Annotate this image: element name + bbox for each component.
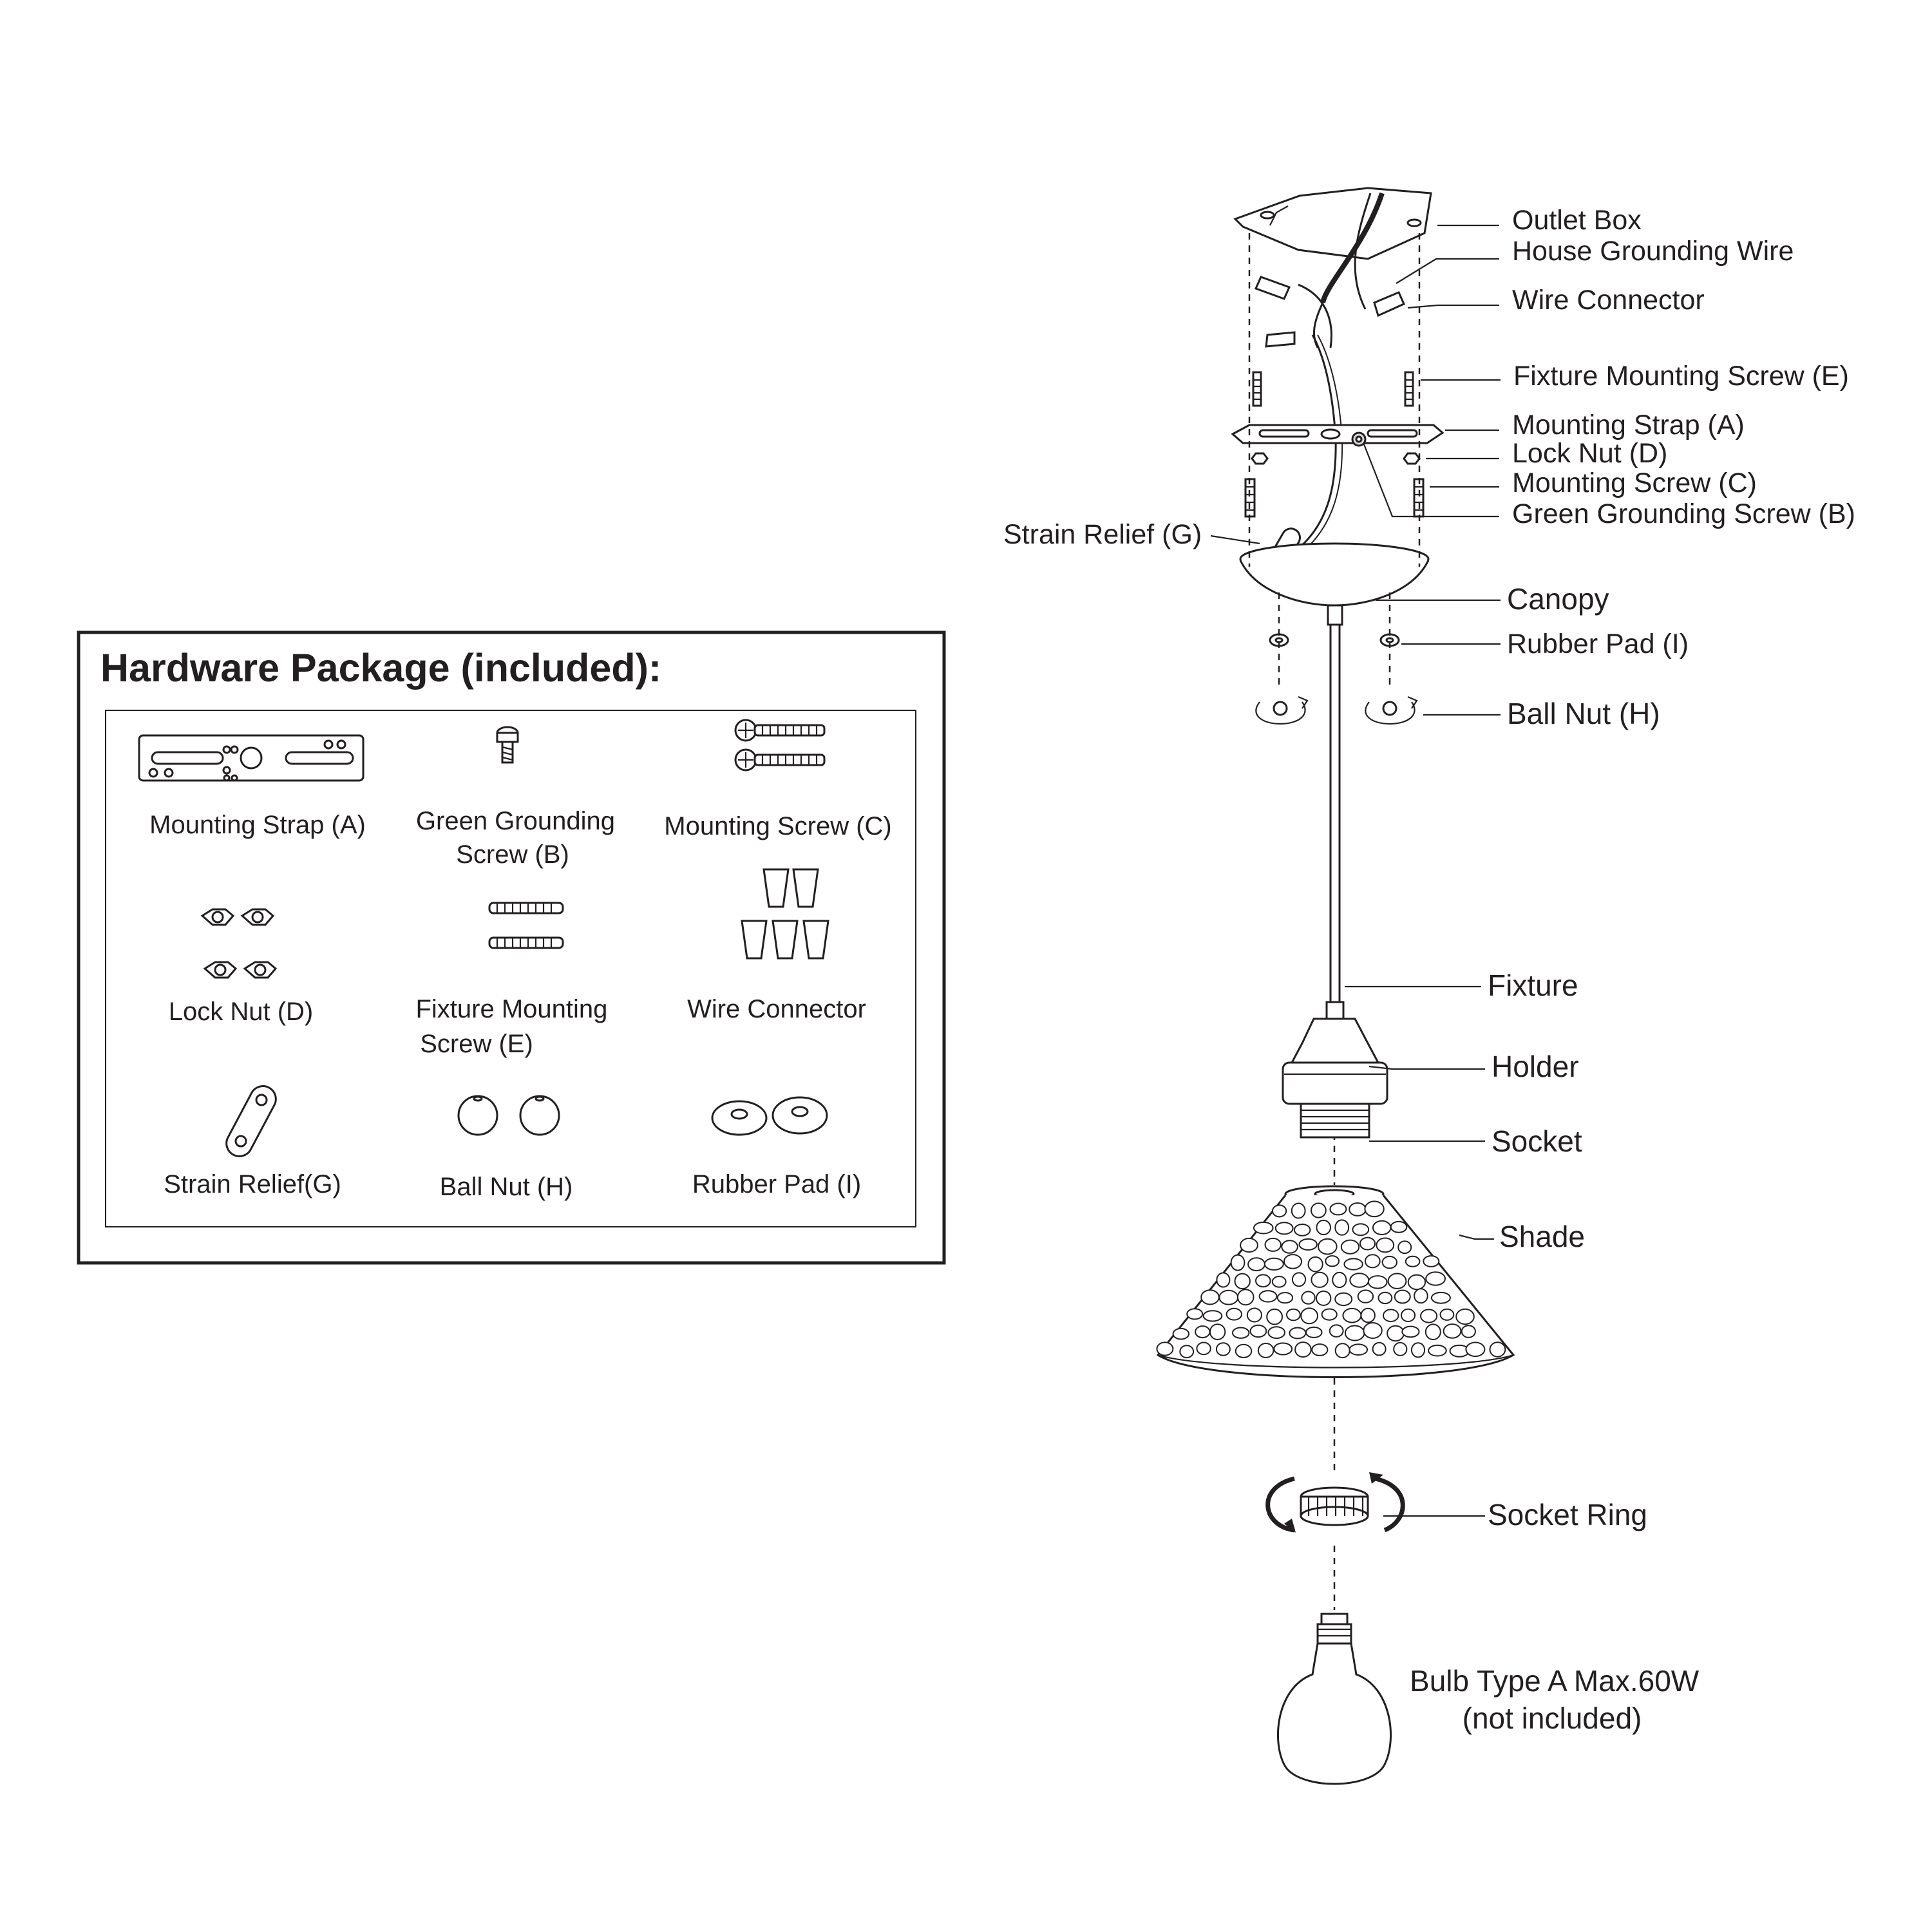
shade-pebble: [1368, 1276, 1387, 1288]
shade-pebble: [1292, 1204, 1305, 1218]
shade-pebble: [1254, 1222, 1273, 1234]
shade-pebble: [1332, 1273, 1346, 1287]
shade-pebble: [1236, 1345, 1252, 1358]
shade-pebble: [1284, 1255, 1302, 1269]
shade-pebble: [1274, 1343, 1292, 1355]
shade-pebble: [1383, 1256, 1397, 1268]
lock-nut-label: Lock Nut (D): [168, 998, 314, 1026]
green-grounding-screw-callout: Green Grounding Screw (B): [1512, 498, 1855, 529]
shade-pebble: [1273, 1205, 1286, 1217]
shade-pebble: [1373, 1221, 1391, 1235]
shade-pebble: [1248, 1258, 1265, 1271]
socket-icon: [1301, 1104, 1369, 1137]
mounting-screw-icon: [735, 720, 824, 770]
shade-pebble: [1391, 1222, 1407, 1233]
mounting-screw-icon: [1245, 479, 1423, 516]
shade-pebble: [1173, 1329, 1189, 1340]
shade-pebble: [1466, 1343, 1484, 1357]
shade-pebble: [1344, 1258, 1362, 1269]
shade-pebble: [1336, 1343, 1350, 1358]
socket-ring-icon: [1268, 1472, 1403, 1533]
holder-callout: Holder: [1492, 1050, 1579, 1083]
shade-pebble: [1240, 1238, 1258, 1252]
strain-relief-label: Strain Relief(G): [164, 1170, 341, 1198]
shade-pebble: [1204, 1311, 1222, 1321]
outlet-box-icon: [1235, 188, 1431, 259]
house-grounding-wire-label: House Grounding Wire: [1512, 236, 1794, 267]
wire-connector-callout: Wire Connector: [1512, 285, 1705, 316]
fixture-mounting-screw-callout: Fixture Mounting Screw (E): [1513, 361, 1849, 392]
shade-pebble: [1444, 1324, 1461, 1338]
shade-pebble: [1421, 1309, 1437, 1322]
shade-pebble: [1387, 1326, 1404, 1341]
shade-pebble: [1295, 1342, 1311, 1357]
fixture-stem-icon: [1327, 625, 1343, 1019]
shade-pebble: [1395, 1291, 1410, 1303]
shade-pebble: [1341, 1240, 1359, 1254]
shade-pebble: [1301, 1308, 1318, 1323]
shade-pebble: [1231, 1255, 1245, 1271]
mounting-screw-label: Mounting Screw (C): [664, 812, 892, 840]
green-grounding-screw-icon: [497, 727, 518, 762]
shade-pebble: [1238, 1289, 1254, 1305]
shade-pebble: [1361, 1309, 1375, 1323]
mounting-strap-callout: Mounting Strap (A): [1512, 410, 1745, 440]
shade-pebble: [1227, 1309, 1242, 1320]
shade-pebble: [1219, 1291, 1238, 1305]
shade-pebble: [1197, 1343, 1210, 1355]
shade-pebble: [1373, 1343, 1386, 1356]
shade-pebble: [1201, 1290, 1219, 1304]
shade-pebble: [1276, 1222, 1293, 1234]
shade-pebble: [1365, 1201, 1383, 1217]
shade-pebble: [1247, 1309, 1262, 1322]
shade-pebble: [1376, 1238, 1394, 1253]
shade-pebble: [1260, 1291, 1277, 1302]
mounting-screw-callout: Mounting Screw (C): [1512, 468, 1757, 498]
shade-pebble: [1289, 1328, 1305, 1339]
shade-pebble: [1273, 1276, 1286, 1287]
shade-pebble: [1365, 1255, 1380, 1267]
green-grounding-screw-label: Green Grounding Screw (B): [415, 807, 615, 869]
bulb-icon: [1278, 1614, 1390, 1784]
shade-pebble: [1363, 1323, 1381, 1338]
strain-relief-icon: [222, 1082, 281, 1161]
shade-pebble: [1402, 1327, 1419, 1338]
shade-pebble: [1414, 1289, 1428, 1303]
rubber-pad-icon: [712, 1097, 827, 1135]
supply-wire: [1292, 335, 1336, 554]
shade-pebble: [1330, 1325, 1343, 1336]
shade-pebble: [1408, 1275, 1425, 1290]
mounting-strap-icon: [1233, 425, 1443, 443]
shade-pebble: [1426, 1272, 1445, 1285]
shade-pebble: [1330, 1204, 1346, 1215]
lock-nut-callout: Lock Nut (D): [1512, 438, 1668, 469]
shade-pebble: [1316, 1220, 1331, 1235]
shade-pebble: [1300, 1239, 1317, 1250]
fixture-mounting-screw-icon: [489, 903, 563, 948]
shade-pebble: [1311, 1203, 1326, 1217]
shade-pebble: [1293, 1273, 1305, 1286]
shade-pebble: [1426, 1324, 1441, 1340]
shade-pebble: [1423, 1256, 1439, 1267]
rubber-pad-icon: [1270, 634, 1399, 646]
hardware-package-panel: [79, 632, 944, 1263]
shade-pebble: [1490, 1342, 1506, 1356]
hardware-package-title: Hardware Package (included):: [100, 646, 662, 690]
shade-pebble: [1358, 1290, 1373, 1302]
ball-nut-label: Ball Nut (H): [439, 1173, 573, 1201]
shade-pebble: [1311, 1273, 1327, 1287]
shade-pebble: [1318, 1239, 1337, 1255]
shade-pebble: [1406, 1256, 1420, 1267]
shade-pebble: [1302, 1292, 1314, 1304]
shade-pebble: [1379, 1293, 1392, 1303]
shade-pebble: [1309, 1257, 1323, 1272]
shade-pebble: [1360, 1238, 1375, 1250]
shade-pebble: [1278, 1293, 1293, 1303]
wire-connector-icon: [742, 869, 828, 958]
wire-connector-label: Wire Connector: [687, 995, 866, 1023]
strain-relief-callout: Strain Relief (G): [1003, 519, 1202, 550]
shade-pebble: [1383, 1309, 1398, 1321]
canopy-callout: Canopy: [1507, 582, 1609, 616]
shade-pebble: [1462, 1325, 1475, 1338]
shade-pebble: [1388, 1274, 1406, 1289]
shade-pebble: [1456, 1309, 1474, 1324]
holder-icon: [1283, 1019, 1387, 1104]
shade-pebble: [1267, 1309, 1282, 1325]
fixture-mounting-screw-label: Fixture Mounting Screw (E): [415, 995, 608, 1058]
mounting-strap-label: Mounting Strap (A): [149, 811, 366, 839]
shade-pebble: [1322, 1309, 1337, 1320]
shade-pebble: [1345, 1326, 1365, 1341]
shade-pebble: [1398, 1241, 1411, 1253]
ball-nut-icon: [459, 1096, 559, 1135]
rubber-pad-label: Rubber Pad (I): [692, 1170, 862, 1198]
shade-pebble: [1233, 1328, 1249, 1338]
green-grounding-screw-icon: [1352, 433, 1365, 446]
shade-pebble: [1349, 1203, 1366, 1216]
shade-pebble: [1401, 1309, 1415, 1321]
shade-pebble: [1187, 1309, 1202, 1319]
outlet-box-label: Outlet Box: [1512, 205, 1642, 236]
shade-pebble: [1287, 1309, 1300, 1321]
shade-pebble: [1235, 1274, 1250, 1289]
shade-pebble: [1217, 1273, 1229, 1287]
shade-pebble: [1195, 1326, 1209, 1338]
lock-nut-icon: [202, 909, 276, 978]
rubber-pad-callout: Rubber Pad (I): [1507, 629, 1689, 659]
shade-callout: Shade: [1499, 1220, 1586, 1253]
shade-pebble: [1352, 1224, 1368, 1235]
shade-pebble: [1394, 1343, 1406, 1356]
shade-pebble: [1268, 1327, 1285, 1338]
shade-pebble: [1157, 1342, 1173, 1355]
shade-pebble: [1294, 1224, 1310, 1236]
shade-pebble: [1432, 1293, 1450, 1303]
shade-pebble: [1312, 1344, 1327, 1356]
socket-ring-callout: Socket Ring: [1488, 1498, 1648, 1531]
socket-callout: Socket: [1492, 1124, 1582, 1158]
shade-pebble: [1335, 1293, 1352, 1305]
shade-pebble: [1282, 1240, 1298, 1253]
shade-pebble: [1210, 1324, 1225, 1340]
shade-pebble: [1306, 1327, 1322, 1338]
mounting-strap-icon: [139, 735, 363, 781]
canopy-icon: [1240, 544, 1428, 625]
shade-pebble: [1350, 1273, 1368, 1287]
shade-pebble: [1265, 1258, 1283, 1270]
shade-pebble: [1265, 1238, 1281, 1251]
shade-pebble: [1350, 1344, 1368, 1355]
shade-pebble: [1258, 1343, 1274, 1358]
shade-pebble: [1256, 1274, 1271, 1287]
shade-pebble: [1335, 1220, 1349, 1235]
shade-pebble: [1251, 1325, 1267, 1337]
shade-pebble: [1316, 1291, 1331, 1305]
shade-pebble: [1343, 1309, 1361, 1323]
shade-pebble: [1412, 1343, 1425, 1357]
shade-pebble: [1217, 1343, 1230, 1355]
ball-nut-callout: Ball Nut (H): [1507, 697, 1660, 730]
ball-nut-icon: [1256, 697, 1417, 724]
shade-icon: [1157, 1186, 1513, 1378]
fixture-callout: Fixture: [1488, 969, 1578, 1002]
bulb-callout: Bulb Type A Max.60W (not included): [1410, 1664, 1700, 1735]
shade-pebble: [1325, 1256, 1339, 1266]
shade-pebble: [1441, 1309, 1454, 1320]
shade-pebble: [1428, 1345, 1446, 1356]
shade-pebble: [1180, 1345, 1193, 1358]
